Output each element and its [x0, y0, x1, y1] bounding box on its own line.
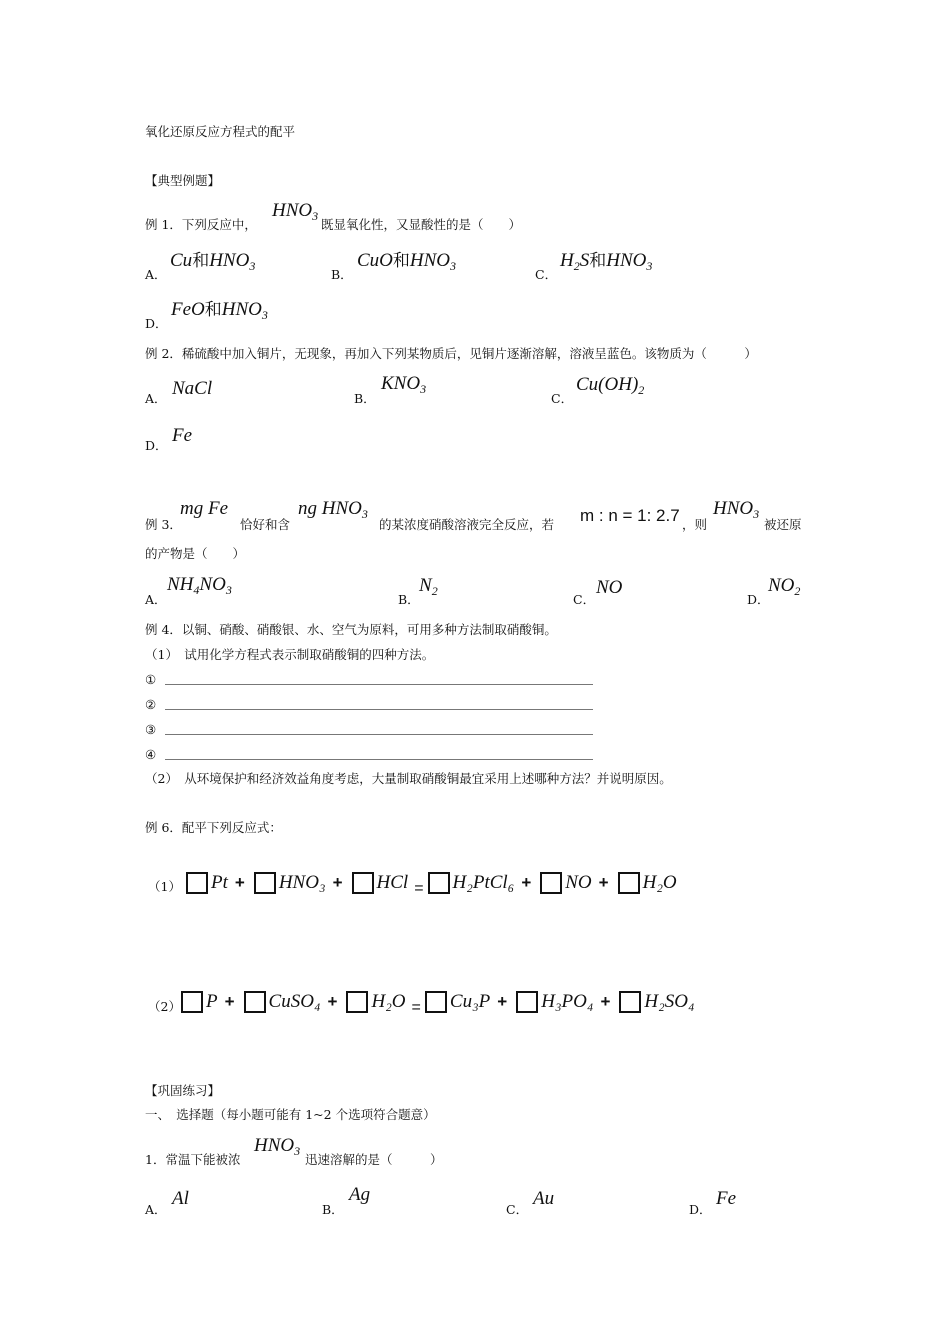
practice-section-title: 一、 选择题（每小题可能有 1~2 个选项符合题意） [145, 1107, 436, 1122]
ex4-answer-line-1[interactable] [165, 684, 593, 685]
ex3-ratio: m : n = 1: 2.7 [580, 506, 680, 525]
eq1-species-h2ptcl6: H₂PtCl₆ [452, 872, 515, 893]
equals-sign: = [414, 880, 424, 897]
eq2-species-cu3p: Cu₃P [449, 991, 491, 1012]
ex3-mass-hno3: ng $HNO_3$ [298, 498, 368, 521]
ex2-option-b-formula: $KNO_3$ [381, 373, 427, 396]
ex4-blank-1-marker: ① [145, 672, 157, 687]
ex3-option-a-label: A． [145, 592, 167, 607]
ex3-mass-fe: mg Fe [180, 498, 229, 519]
coefficient-box[interactable] [516, 991, 538, 1013]
coefficient-box[interactable] [186, 872, 208, 894]
ex4-subquestion-1: （1） 试用化学方程式表示制取硝酸铜的四种方法。 [145, 647, 435, 662]
ex6-eq1-label: （1） [148, 879, 181, 894]
eq1-species-hcl: HCl [376, 872, 409, 893]
section-heading-practice: 【巩固练习】 [145, 1083, 221, 1098]
ex1-hno3-formula: $HNO_3$ [272, 200, 319, 223]
eq1-species-no: NO [565, 872, 592, 893]
practice-option-a-label: A． [145, 1202, 167, 1217]
coefficient-box[interactable] [244, 991, 266, 1013]
plus-sign: + [332, 873, 343, 892]
coefficient-box[interactable] [254, 872, 276, 894]
eq2-species-cuso4: CuSO₄ [268, 991, 321, 1012]
coefficient-box[interactable] [618, 872, 640, 894]
practice-option-b-label: B． [322, 1202, 344, 1217]
plus-sign: + [521, 873, 532, 892]
ex1-option-a-label: A． [145, 267, 167, 282]
ex3-question-line2: 的产物是（ ） [145, 546, 246, 561]
ex1-option-b-label: B． [331, 267, 353, 282]
ex2-option-b-label: B． [354, 391, 376, 406]
ex3-option-b-formula: $N_2$ [419, 575, 438, 598]
plus-sign: + [600, 992, 611, 1011]
ex1-question-end: 既显氧化性，又显酸性的是（ ） [321, 217, 522, 232]
eq1-species-pt: Pt [211, 872, 228, 893]
ex4-blank-3-marker: ③ [145, 722, 157, 737]
plus-sign: + [224, 992, 235, 1011]
coefficient-box[interactable] [619, 991, 641, 1013]
eq2-species-p: P [206, 991, 218, 1012]
ex3-hno3-formula: $HNO_3$ [713, 498, 760, 521]
ex3-option-d-formula: $NO_2$ [768, 575, 801, 598]
practice-option-a-formula: Al [172, 1188, 189, 1209]
ex1-option-b-formula: CuO和$HNO_3$ [357, 250, 457, 273]
eq1-species-hno3: HNO₃ [278, 872, 326, 893]
ex3-text-reduced: 被还原 [764, 517, 802, 532]
ex2-option-a-label: A． [145, 391, 167, 406]
ex3-text-contains: 恰好和含 [240, 517, 291, 532]
ex4-blank-2-marker: ② [145, 697, 157, 712]
section-heading-examples: 【典型例题】 [145, 173, 221, 188]
ex1-option-c-label: C． [535, 267, 558, 282]
practice-option-c-formula: Au [533, 1188, 555, 1209]
ex1-option-a-formula: Cu和$HNO_3$ [170, 250, 256, 273]
ex6-equation-1 [186, 872, 677, 897]
ex3-option-d-label: D． [747, 592, 770, 607]
practice-option-b-formula: Ag [349, 1184, 371, 1205]
coefficient-box[interactable] [346, 991, 368, 1013]
eq2-species-h2o: H₂O [371, 991, 406, 1012]
practice-option-d-formula: Fe [716, 1188, 737, 1209]
eq1-species-h2o: H₂O [642, 872, 677, 893]
ex4-question: 例 4．以铜、硝酸、硝酸银、水、空气为原料，可用多种方法制取硝酸铜。 [145, 622, 557, 637]
plus-sign: + [327, 992, 338, 1011]
coefficient-box[interactable] [352, 872, 374, 894]
ex4-answer-line-4[interactable] [165, 759, 593, 760]
plus-sign: + [598, 873, 609, 892]
ex1-option-d-formula: FeO和$HNO_3$ [171, 299, 268, 322]
ex6-eq2-label: （2） [148, 999, 181, 1014]
ex2-option-a-formula: NaCl [172, 378, 213, 399]
eq2-species-h3po4: H₃PO₄ [541, 991, 594, 1012]
ex2-option-c-formula: $Cu(OH)_2$ [576, 374, 645, 397]
ex3-text-reaction: 的某浓度硝酸溶液完全反应，若 [379, 517, 555, 532]
equals-sign: = [411, 999, 421, 1016]
ex1-option-d-label: D． [145, 316, 168, 331]
ex2-option-d-label: D． [145, 438, 168, 453]
ex3-label: 例 3． [145, 517, 182, 532]
eq2-species-h2so4: H₂SO₄ [644, 991, 695, 1012]
ex6-question: 例 6．配平下列反应式： [145, 820, 282, 835]
ex4-answer-line-2[interactable] [165, 709, 593, 710]
ex2-option-c-label: C． [551, 391, 574, 406]
coefficient-box[interactable] [428, 872, 450, 894]
plus-sign: + [234, 873, 245, 892]
practice-option-c-label: C． [506, 1202, 529, 1217]
ex2-question: 例 2．稀硫酸中加入铜片，无现象，再加入下列某物质后，见铜片逐渐溶解，溶液呈蓝色。该物质为（ ） [145, 346, 757, 361]
coefficient-box[interactable] [181, 991, 203, 1013]
practice-q1-hno3-formula: $HNO_3$ [254, 1135, 301, 1158]
ex3-option-c-label: C． [573, 592, 596, 607]
coefficient-box[interactable] [540, 872, 562, 894]
plus-sign: + [497, 992, 508, 1011]
ex3-option-c-formula: NO [596, 577, 623, 598]
ex6-equation-2 [181, 991, 695, 1016]
coefficient-box[interactable] [425, 991, 447, 1013]
practice-q1-end: 迅速溶解的是（ ） [305, 1152, 443, 1167]
document-title: 氧化还原反应方程式的配平 [145, 124, 296, 139]
ex3-option-b-label: B． [398, 592, 420, 607]
ex1-option-c-formula: $H_2S$和$HNO_3$ [560, 250, 653, 273]
practice-option-d-label: D． [689, 1202, 712, 1217]
ex3-text-then: ，则 [682, 517, 708, 532]
ex2-option-d-formula: Fe [172, 425, 193, 446]
practice-q1-start: 1．常温下能被浓 [145, 1152, 241, 1167]
ex4-answer-line-3[interactable] [165, 734, 593, 735]
ex4-subquestion-2: （2） 从环境保护和经济效益角度考虑，大量制取硝酸铜最宜采用上述哪种方法？并说明原因。 [145, 771, 672, 786]
ex1-question-start: 例 1．下列反应中， [145, 217, 257, 232]
ex3-option-a-formula: $NH_4NO_3$ [167, 574, 232, 597]
ex4-blank-4-marker: ④ [145, 747, 157, 762]
